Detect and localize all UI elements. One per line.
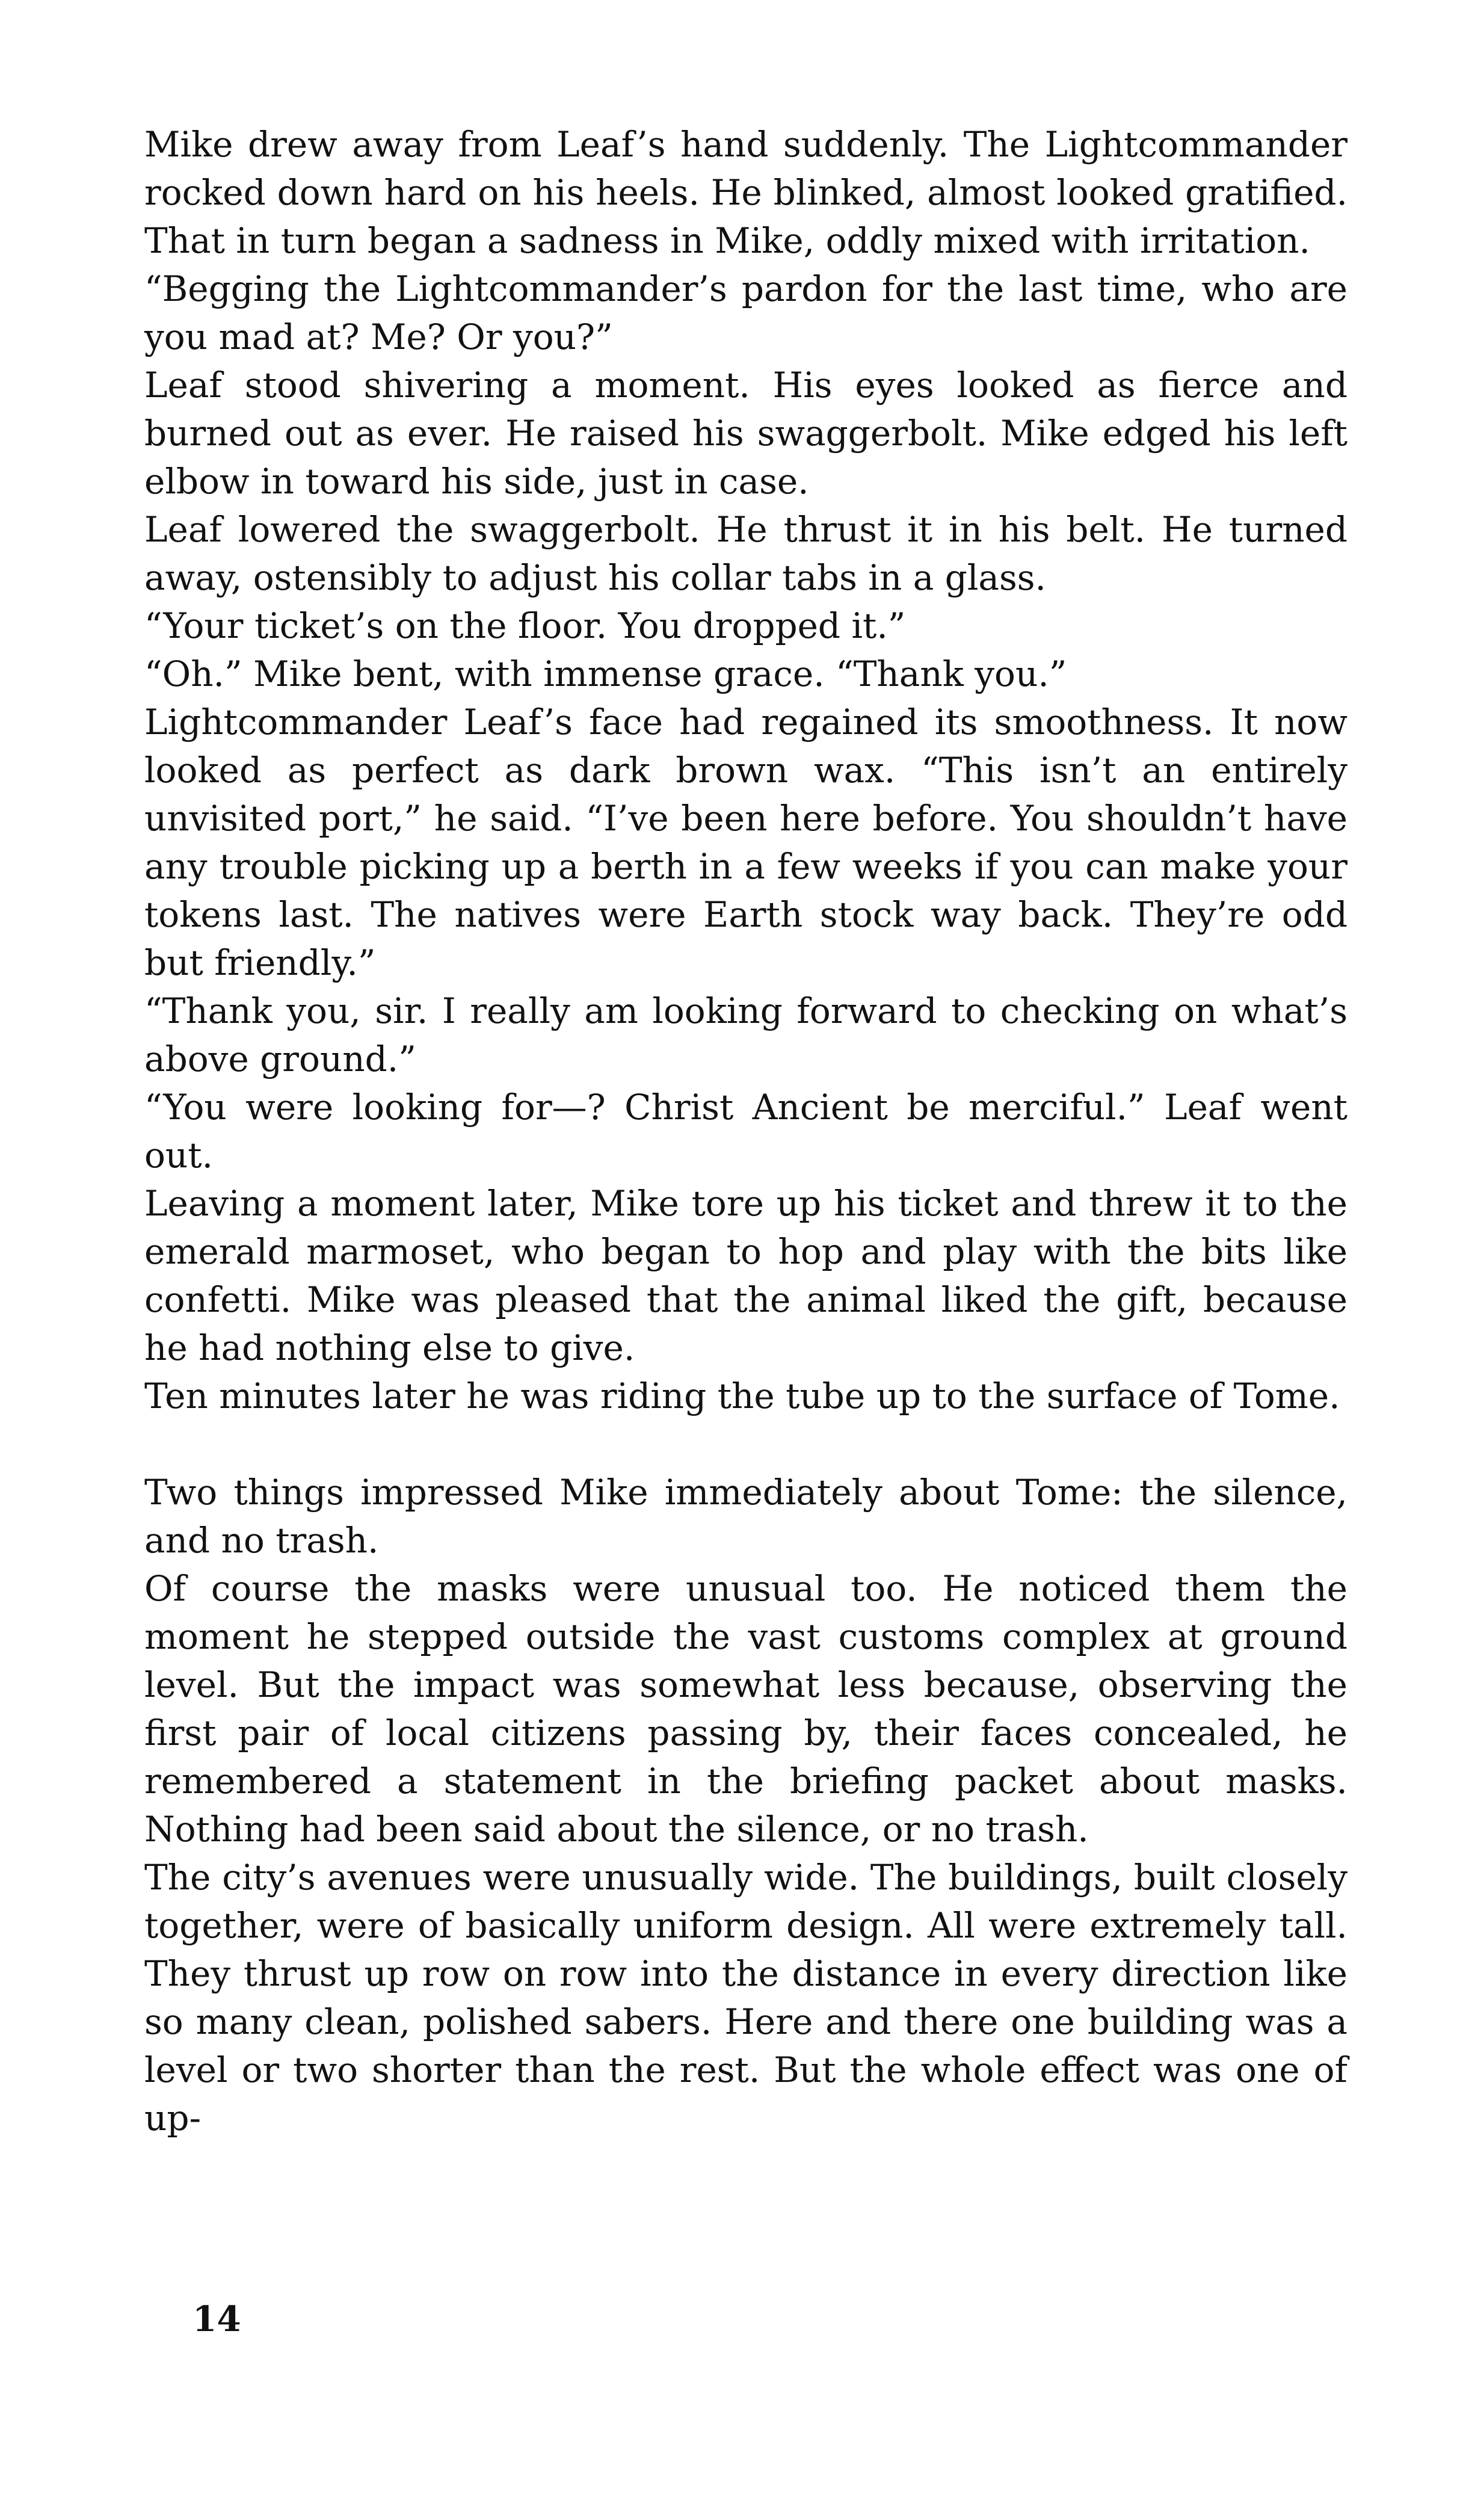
paragraph: Two things impressed Mike immediately about Tome: the silence, and no trash.: [144, 1472, 1348, 1561]
page-number: 14: [192, 2299, 241, 2339]
paragraph: The city’s avenues were unusually wide. The buildings, built closely together, were of basically uniform design. All were extremely tall. They thrust up row on row into the distance in every direction like so many clean, polished sabers. Here and there one building was a level or two shorter than the rest. But the whole effect was one of up-: [144, 1857, 1348, 2139]
paragraph: “Begging the Lightcommander’s pardon for the last time, who are you mad at? Me? Or you?”: [144, 268, 1348, 357]
paragraph: Ten minutes later he was riding the tube up to the surface of Tome.: [144, 1376, 1340, 1416]
paragraph: Leaf stood shivering a moment. His eyes looked as fierce and burned out as ever. He raised his swaggerbolt. Mike edged his left elbow in toward his side, just in case.: [144, 365, 1348, 502]
paragraph: Mike drew away from Leaf’s hand suddenly. The Lightcommander rocked down hard on his heels. He blinked, almost looked gratified. That in turn began a sadness in Mike, oddly mixed with irritation.: [144, 124, 1348, 261]
paragraph: “You were looking for—? Christ Ancient be merciful.” Leaf went out.: [144, 1087, 1348, 1176]
paragraph: “Oh.” Mike bent, with immense grace. “Thank you.”: [144, 653, 1067, 694]
paragraph: Lightcommander Leaf’s face had regained its smoothness. It now looked as perfect as dark brown wax. “This isn’t an entirely unvisited port,” he said. “I’ve been here before. You shouldn’t have any trouble picking up a berth in a few weeks if you can make your tokens last. The natives were Earth stock way back. They’re odd but friendly.”: [144, 702, 1348, 983]
paragraph: “Thank you, sir. I really am looking forward to checking on what’s above ground.”: [144, 990, 1348, 1079]
paragraph: Leaving a moment later, Mike tore up his ticket and threw it to the emerald marmoset, who began to hop and play with the bits like confetti. Mike was pleased that the animal liked the gift, because he had nothing else to give.: [144, 1183, 1348, 1368]
book-page: [144, 120, 1348, 2419]
paragraph: “Your ticket’s on the floor. You dropped it.”: [144, 605, 906, 646]
paragraph: Leaf lowered the swaggerbolt. He thrust it in his belt. He turned away, ostensibly to adjust his collar tabs in a glass.: [144, 509, 1348, 598]
paragraph: Of course the masks were unusual too. He noticed them the moment he stepped outside the vast customs complex at ground level. But the impact was somewhat less because, observing the first pair of local citizens passing by, their faces concealed, he remembered a statement in the briefing packet about masks. Nothing had been said about the silence, or no trash.: [144, 1568, 1348, 1850]
